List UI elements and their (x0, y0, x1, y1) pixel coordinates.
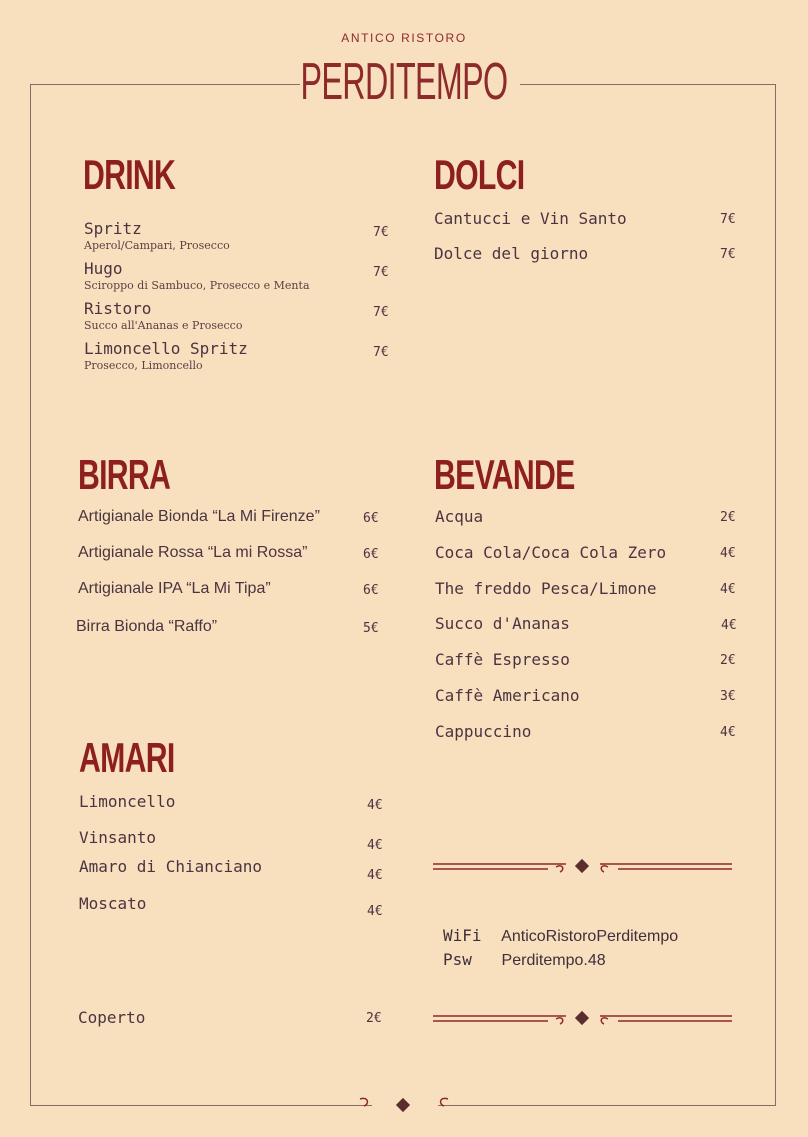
birra-heading: BIRRA (78, 451, 171, 498)
bevande-item (435, 614, 570, 633)
bevande-item-name: Caffè Americano (435, 686, 580, 705)
password-label: Psw (443, 950, 472, 969)
dolci-item (434, 209, 627, 228)
birra-item-name: Artigianale Rossa “La mi Rossa” (78, 544, 308, 561)
amari-item-name: Vinsanto (79, 828, 157, 847)
dolci-item-price: 7€ (720, 247, 736, 262)
bevande-item-price: 2€ (720, 653, 736, 668)
drink-item-name: Spritz (84, 219, 142, 238)
bevande-item-price: 4€ (720, 582, 736, 597)
bevande-item-name: Cappuccino (435, 722, 532, 741)
dolci-item-name: Dolce del giorno (434, 244, 589, 263)
dolci-heading: DOLCI (434, 151, 525, 198)
drink-item-price: 7€ (373, 305, 389, 320)
bevande-item-price: 4€ (720, 725, 736, 740)
amari-item (79, 792, 175, 811)
drink-item-price: 7€ (373, 345, 389, 360)
amari-item-price: 4€ (367, 904, 383, 919)
bevande-item (435, 722, 531, 741)
bevande-item-name: Succo d'Ananas (435, 614, 570, 633)
birra-item-price: 6€ (363, 511, 379, 526)
amari-item-name: Limoncello (79, 792, 176, 811)
drink-item-name: Hugo (84, 259, 123, 278)
drink-item-name: Limoncello Spritz (84, 339, 248, 358)
birra-item-price: 6€ (363, 547, 379, 562)
amari-item (79, 828, 156, 847)
drink-heading: DRINK (83, 151, 176, 198)
bevande-item (435, 579, 657, 598)
dolci-item-name: Cantucci e Vin Santo (434, 209, 627, 228)
password-row (443, 950, 606, 970)
birra-item (78, 508, 320, 526)
birra-item-price: 6€ (363, 583, 379, 598)
drink-item-desc: Sciroppo di Sambuco, Prosecco e Menta (84, 279, 310, 292)
bevande-item (435, 686, 580, 705)
wifi-password: Perditempo.48 (501, 952, 606, 969)
bevande-item (435, 650, 570, 669)
amari-item (79, 894, 146, 913)
drink-item (84, 339, 248, 372)
drink-item-name: Ristoro (84, 299, 152, 318)
wifi-row (443, 926, 678, 946)
amari-item (79, 857, 262, 876)
birra-item (76, 618, 217, 636)
coperto-name: Coperto (78, 1008, 146, 1027)
restaurant-title: PERDITEMPO (300, 53, 508, 111)
drink-item-desc: Succo all'Ananas e Prosecco (84, 319, 243, 332)
amari-item-price: 4€ (367, 868, 383, 883)
coperto-item (78, 1008, 145, 1027)
amari-item-price: 4€ (367, 798, 383, 813)
birra-item-price: 5€ (363, 621, 379, 636)
amari-item-name: Amaro di Chianciano (79, 857, 263, 876)
drink-item (84, 299, 242, 332)
drink-item-desc: Aperol/Campari, Prosecco (84, 239, 230, 252)
bevande-item-name: Acqua (435, 507, 484, 526)
birra-item-name: Artigianale IPA “La Mi Tipa” (78, 580, 271, 597)
dolci-item-price: 7€ (720, 212, 736, 227)
frame-bottom-ornament (356, 1094, 452, 1116)
bevande-heading: BEVANDE (434, 451, 575, 498)
drink-item-price: 7€ (373, 225, 389, 240)
amari-item-name: Moscato (79, 894, 147, 913)
birra-item (78, 544, 307, 562)
bevande-item (435, 507, 483, 526)
bevande-item-name: The freddo Pesca/Limone (435, 579, 657, 598)
bevande-item-price: 2€ (720, 510, 736, 525)
bevande-item-price: 3€ (720, 689, 736, 704)
drink-item-price: 7€ (373, 265, 389, 280)
bevande-item-price: 4€ (720, 546, 736, 561)
drink-item-desc: Prosecco, Limoncello (84, 359, 203, 372)
restaurant-subtitle: ANTICO RISTORO (341, 31, 467, 45)
birra-item-name: Birra Bionda “Raffo” (76, 618, 218, 635)
amari-item-price: 4€ (367, 838, 383, 853)
bevande-item (435, 543, 666, 562)
drink-item (84, 219, 230, 252)
bevande-item-price: 4€ (721, 618, 737, 633)
birra-item (78, 580, 271, 598)
wifi-label: WiFi (443, 926, 482, 945)
birra-item-name: Artigianale Bionda “La Mi Firenze” (78, 508, 320, 525)
coperto-price: 2€ (366, 1011, 382, 1026)
bevande-item-name: Caffè Espresso (435, 650, 570, 669)
dolci-item (434, 244, 588, 263)
ornament-divider-top (432, 856, 734, 878)
drink-item (84, 259, 310, 292)
wifi-network: AnticoRistoroPerditempo (501, 928, 679, 945)
amari-heading: AMARI (79, 734, 175, 781)
ornament-divider-bottom (432, 1008, 734, 1030)
bevande-item-name: Coca Cola/Coca Cola Zero (435, 543, 667, 562)
